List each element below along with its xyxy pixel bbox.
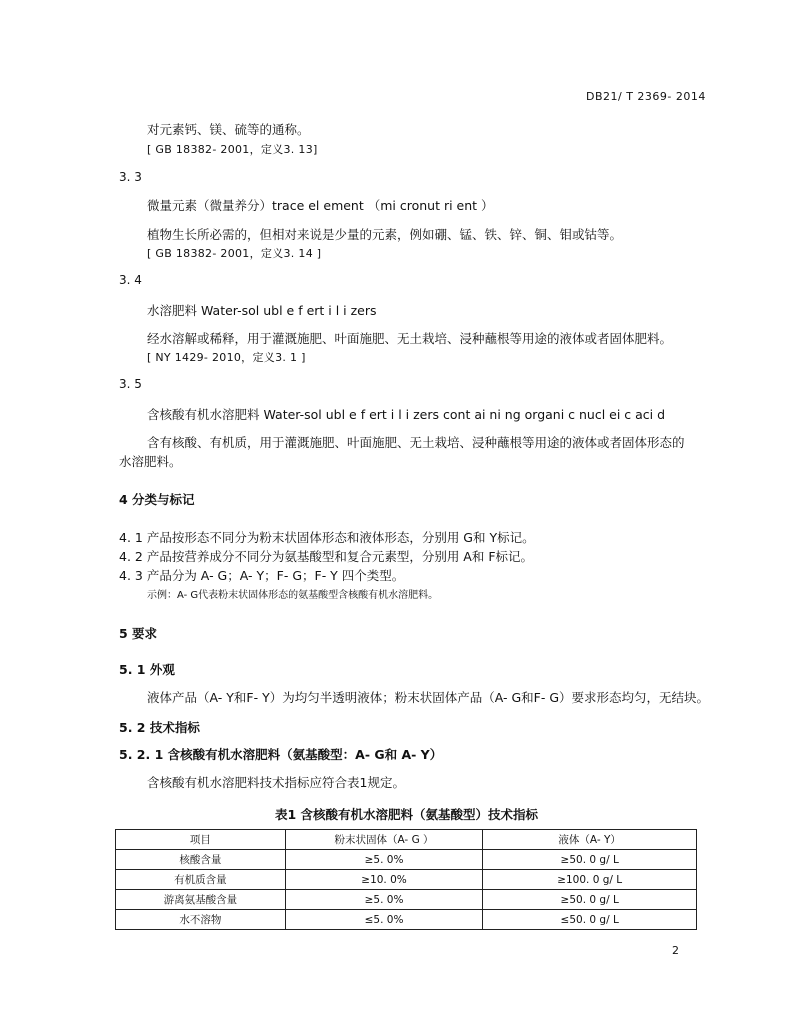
- table-row: [116, 850, 697, 870]
- spec-table: [115, 829, 697, 930]
- section-3-4-definition: 经水溶解或稀释，用于灌溉施肥、叶面施肥、无土栽培、浸种蘸根等用途的液体或者固体肥料。: [147, 331, 673, 346]
- section-4-2: 4. 2 产品按营养成分不同分为氨基酸型和复合元素型，分别用 A和 F标记。: [119, 549, 534, 564]
- table-header-cell: 液体（A- Y）: [483, 830, 697, 850]
- table-header-cell: 粉末状固体（A- G ）: [285, 830, 483, 850]
- section-3-3-reference: [ GB 18382- 2001，定义3. 14 ]: [147, 247, 322, 260]
- table-cell: 核酸含量: [116, 850, 286, 870]
- section-3-4-term: 水溶肥料 Water-sol ubl e f ert i l i zers: [147, 303, 377, 318]
- table-cell: ≥5. 0%: [285, 890, 483, 910]
- section-4-title: 4 分类与标记: [119, 492, 195, 507]
- table-cell: ≥5. 0%: [285, 850, 483, 870]
- continued-reference: [ GB 18382- 2001，定义3. 13]: [147, 143, 318, 156]
- section-5-2-title: 5. 2 技术指标: [119, 720, 200, 735]
- section-5-2-1-title: 5. 2. 1 含核酸有机水溶肥料（氨基酸型：A- G和 A- Y）: [119, 747, 443, 762]
- table-cell: ≥50. 0 g/ L: [483, 890, 697, 910]
- section-3-5-term: 含核酸有机水溶肥料 Water-sol ubl e f ert i l i zers cont ai ni ng organi c nucl ei c aci d: [147, 407, 666, 422]
- table-cell: ≥50. 0 g/ L: [483, 850, 697, 870]
- section-3-4-reference: [ NY 1429- 2010，定义3. 1 ]: [147, 351, 306, 364]
- table-row: [116, 870, 697, 890]
- section-5-1-title: 5. 1 外观: [119, 662, 175, 677]
- section-3-3-definition: 植物生长所必需的，但相对来说是少量的元素，例如硼、锰、铁、锌、铜、钼或钴等。: [147, 227, 623, 242]
- table-cell: ≥100. 0 g/ L: [483, 870, 697, 890]
- section-5-2-1-text: 含核酸有机水溶肥料技术指标应符合表1规定。: [147, 775, 405, 790]
- table-cell: 有机质含量: [116, 870, 286, 890]
- table-header-row: [116, 830, 697, 850]
- section-4-example: 示例：A- G代表粉末状固体形态的氨基酸型含核酸有机水溶肥料。: [147, 590, 439, 601]
- section-5-1-text: 液体产品（A- Y和F- Y）为均匀半透明液体；粉末状固体产品（A- G和F- G）要求形态均匀，无结块。: [147, 690, 710, 705]
- section-3-5-definition-line2: 水溶肥料。: [119, 454, 182, 469]
- table-caption: 表1 含核酸有机水溶肥料（氨基酸型）技术指标: [275, 807, 539, 822]
- table-cell: 游离氨基酸含量: [116, 890, 286, 910]
- table-cell: ≥10. 0%: [285, 870, 483, 890]
- section-3-5-definition-line1: 含有核酸、有机质，用于灌溉施肥、叶面施肥、无土栽培、浸种蘸根等用途的液体或者固体形态的: [147, 435, 685, 450]
- section-3-3-number: 3. 3: [119, 170, 142, 184]
- document-code: DB21/ T 2369- 2014: [586, 90, 706, 103]
- page-number: 2: [672, 944, 679, 957]
- continued-definition: 对元素钙、镁、硫等的通称。: [147, 122, 310, 137]
- table-row: [116, 890, 697, 910]
- table-cell: 水不溶物: [116, 910, 286, 930]
- section-3-5-number: 3. 5: [119, 377, 142, 391]
- table-cell: ≤5. 0%: [285, 910, 483, 930]
- section-4-3: 4. 3 产品分为 A- G；A- Y；F- G；F- Y 四个类型。: [119, 568, 405, 583]
- table-cell: ≤50. 0 g/ L: [483, 910, 697, 930]
- section-3-4-number: 3. 4: [119, 273, 142, 287]
- table-row: [116, 910, 697, 930]
- section-3-3-term: 微量元素（微量养分）trace el ement （mi cronut ri ent ）: [147, 198, 494, 213]
- table-header-cell: 项目: [116, 830, 286, 850]
- section-5-title: 5 要求: [119, 626, 158, 641]
- section-4-1: 4. 1 产品按形态不同分为粉末状固体形态和液体形态，分别用 G和 Y标记。: [119, 530, 535, 545]
